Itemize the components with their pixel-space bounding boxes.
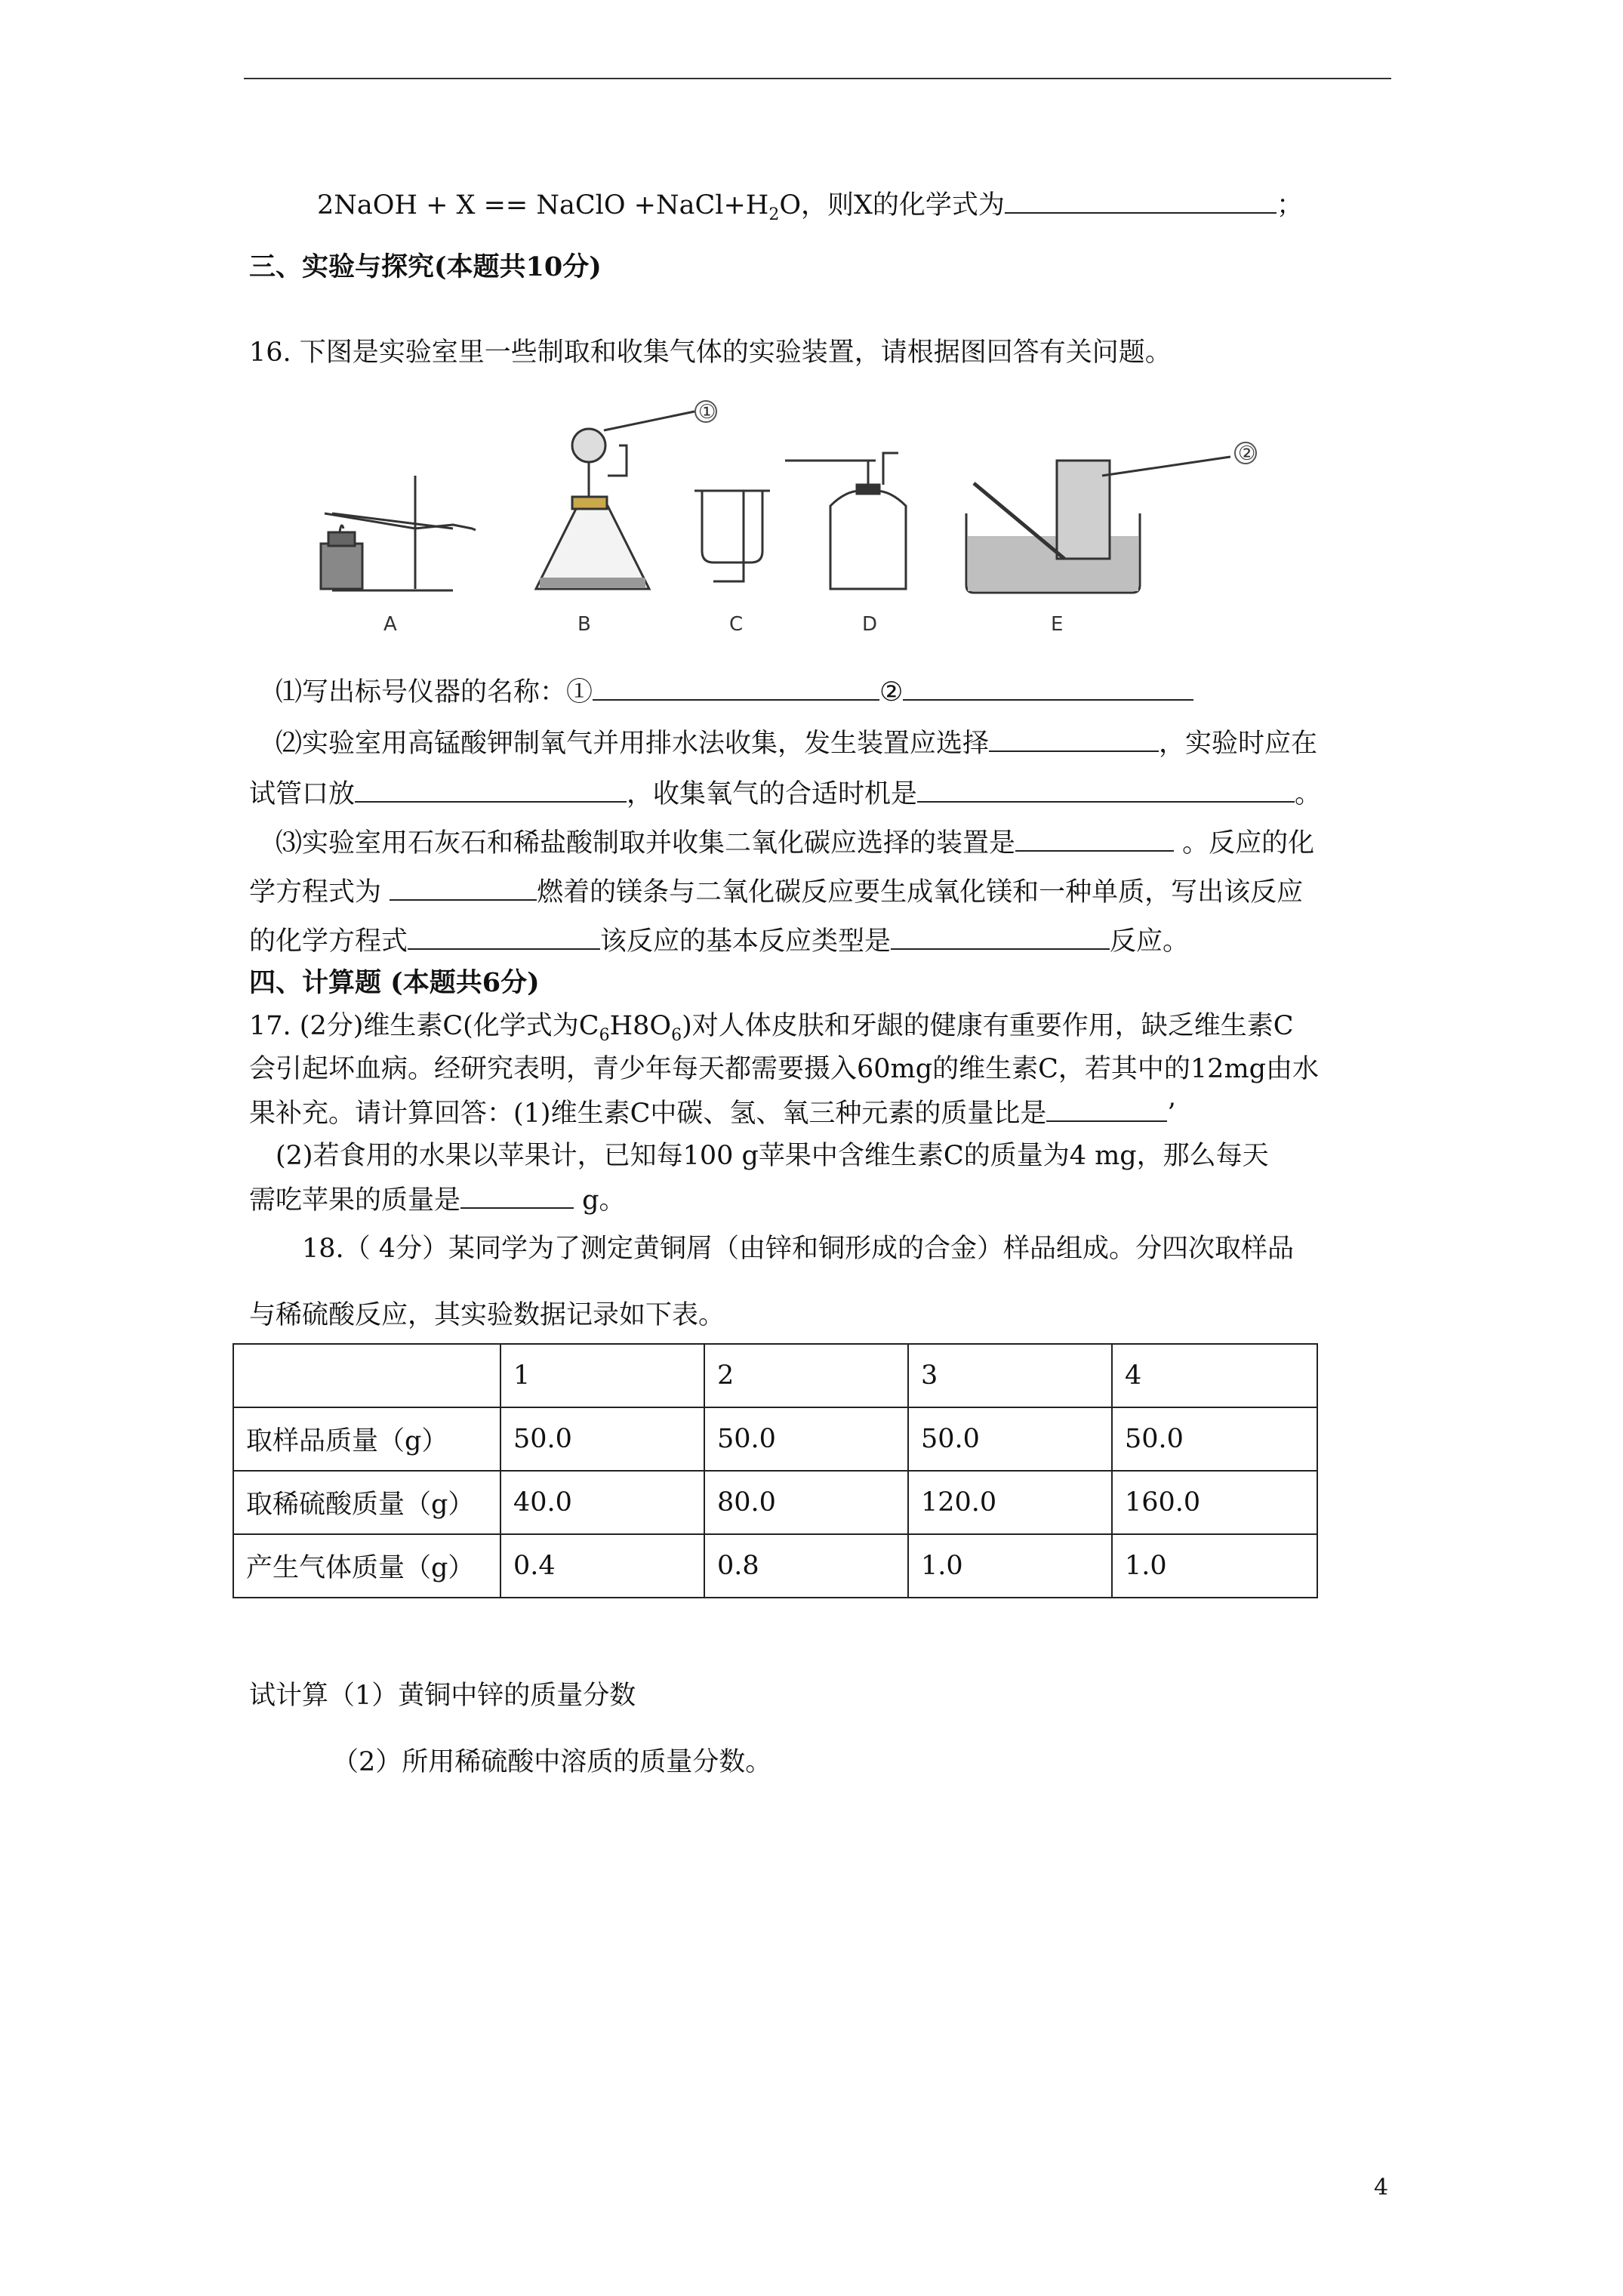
q16-part3-line3 (249, 921, 1189, 960)
table-cell: 50.0 (500, 1407, 704, 1471)
callout-2-label: ② (1238, 442, 1256, 465)
q17-l5-a: 需吃苹果的质量是 (249, 1185, 461, 1216)
table-cell: 1.0 (908, 1534, 1112, 1598)
table-cell: 50.0 (908, 1407, 1112, 1471)
q17-sub-b: 6 (671, 1026, 682, 1045)
q16-blank-1[interactable] (593, 672, 879, 701)
q16-p1-a: ⑴写出标号仪器的名称：① (276, 677, 593, 707)
q17-l3-b: ’ (1167, 1099, 1176, 1129)
q16-p3-l3-a: 的化学方程式 (249, 926, 408, 957)
q17-l3-a: 果补充。请计算回答：(1)维生素C中碳、氢、氧三种元素的质量比是 (249, 1099, 1047, 1129)
q16-part2-line2 (249, 774, 1321, 812)
table-cell: 2 (704, 1344, 908, 1407)
q17-l1-c: )对人体皮肤和牙龈的健康有重要作用，缺乏维生素C (682, 1011, 1294, 1041)
q17-l1-b: H8O (609, 1011, 672, 1041)
q16-p2-l2-a: 试管口放 (249, 779, 356, 809)
q15-subscript: 2 (768, 205, 780, 224)
apparatus-a (321, 476, 476, 590)
section4-title: 四、计算题 (本题共6分) (249, 967, 540, 998)
q16-blank-2[interactable] (903, 672, 1193, 701)
q17-blank-2[interactable] (460, 1180, 574, 1209)
q18-calc-2: （2）所用稀硫酸中溶质的质量分数。 (332, 1747, 772, 1777)
label-e: E (1051, 613, 1064, 634)
q16-blank-7[interactable] (390, 872, 537, 901)
label-c: C (729, 613, 744, 634)
q18-line1: 18.（ 4分）某同学为了测定黄铜屑（由锌和铜形成的合金）样品组成。分四次取样品 (302, 1234, 1295, 1264)
q16-p3-l1-a: ⑶实验室用石灰石和稀盐酸制取并收集二氧化碳应选择的装置是 (276, 828, 1016, 858)
q17-blank-1[interactable] (1046, 1093, 1167, 1122)
page-number: 4 (1374, 2174, 1389, 2201)
q17-l1-a: 17. (2分)维生素C(化学式为C (249, 1011, 599, 1041)
q16-blank-8[interactable] (408, 921, 600, 950)
table-cell: 取稀硫酸质量（g） (233, 1471, 500, 1534)
q16-p3-l3-b: 该反应的基本反应类型是 (600, 926, 892, 957)
q16-blank-5[interactable] (917, 774, 1295, 803)
section3-title: 三、实验与探究(本题共10分) (249, 251, 602, 282)
table-cell: 1.0 (1112, 1534, 1317, 1598)
table-cell: 40.0 (500, 1471, 704, 1534)
label-a: A (383, 613, 397, 634)
apparatus-d (785, 453, 906, 589)
table-cell: 产生气体质量（g） (233, 1534, 500, 1598)
q16-blank-9[interactable] (891, 921, 1110, 950)
q16-p2-l2-c: 。 (1295, 779, 1322, 809)
q15-equation-b: O，则X的化学式为 (779, 190, 1005, 220)
table-row (233, 1471, 1317, 1534)
table-cell: 160.0 (1112, 1471, 1317, 1534)
q16-p3-l1-b: 。反应的化 (1174, 828, 1315, 858)
table-cell: 1 (500, 1344, 704, 1407)
q16-blank-3[interactable] (989, 723, 1159, 752)
table-cell: 120.0 (908, 1471, 1112, 1534)
table-row (233, 1407, 1317, 1471)
label-d: D (862, 613, 878, 634)
q16-blank-6[interactable] (1015, 823, 1174, 852)
table-cell: 0.4 (500, 1534, 704, 1598)
q18-line2: 与稀硫酸反应，其实验数据记录如下表。 (249, 1300, 725, 1330)
table-cell: 取样品质量（g） (233, 1407, 500, 1471)
table-cell: 0.8 (704, 1534, 908, 1598)
q16-p3-l3-c: 反应。 (1110, 926, 1190, 957)
table-cell: 50.0 (1112, 1407, 1317, 1471)
table-row (233, 1534, 1317, 1598)
q16-stem: 16. 下图是实验室里一些制取和收集气体的实验装置，请根据图回答有关问题。 (249, 337, 1172, 368)
q17-sub-a: 6 (599, 1026, 610, 1045)
q16-p2-l1-a: ⑵实验室用高锰酸钾制氧气并用排水法收集，发生装置应选择 (276, 729, 990, 759)
q16-p2-l2-b: ，收集氧气的合适时机是 (627, 779, 918, 809)
q16-blank-4[interactable] (355, 774, 627, 803)
table-cell: 50.0 (704, 1407, 908, 1471)
q15-answer-blank[interactable] (1005, 185, 1277, 214)
q16-part3-line2 (249, 872, 1303, 911)
header-rule (244, 78, 1391, 79)
q16-part3-line1 (276, 823, 1314, 861)
q16-p1-b: ② (879, 677, 904, 707)
callout-1-label: ① (698, 401, 716, 424)
table-cell (233, 1344, 500, 1407)
q17-line3 (249, 1093, 1176, 1132)
q17-line4: (2)若食用的水果以苹果计，已知每100 g苹果中含维生素C的质量为4 mg，那么每天 (276, 1141, 1269, 1171)
data-table (233, 1343, 1318, 1598)
table-cell: 4 (1112, 1344, 1317, 1407)
q17-line2: 会引起坏血病。经研究表明，青少年每天都需要摄入60mg的维生素C，若其中的12mg由水 (249, 1054, 1320, 1084)
q15-equation-a: 2NaOH + X == NaClO +NaCl+H (317, 190, 769, 220)
q17-l5-b: g。 (574, 1185, 626, 1216)
q16-part1 (276, 672, 1193, 710)
apparatus-figure (302, 400, 1283, 634)
q16-part2-line1 (276, 723, 1317, 762)
table-cell: 3 (908, 1344, 1112, 1407)
apparatus-e (966, 442, 1256, 593)
q15-end: ； (1276, 190, 1303, 220)
table-header-row (233, 1344, 1317, 1407)
q17-line5 (249, 1180, 626, 1219)
q16-p2-l1-b: ，实验时应在 (1159, 729, 1318, 759)
q16-p3-l2-b: 燃着的镁条与二氧化碳反应要生成氧化镁和一种单质，写出该反应 (537, 877, 1304, 908)
apparatus-c (694, 491, 770, 581)
apparatus-b (536, 411, 694, 589)
q16-p3-l2-a: 学方程式为 (249, 877, 390, 908)
label-b: B (577, 613, 591, 634)
table-cell: 80.0 (704, 1471, 908, 1534)
q17-line1 (249, 1008, 1294, 1054)
q15-equation-line (317, 185, 1303, 233)
q18-calc-1: 试计算（1）黄铜中锌的质量分数 (249, 1681, 636, 1711)
